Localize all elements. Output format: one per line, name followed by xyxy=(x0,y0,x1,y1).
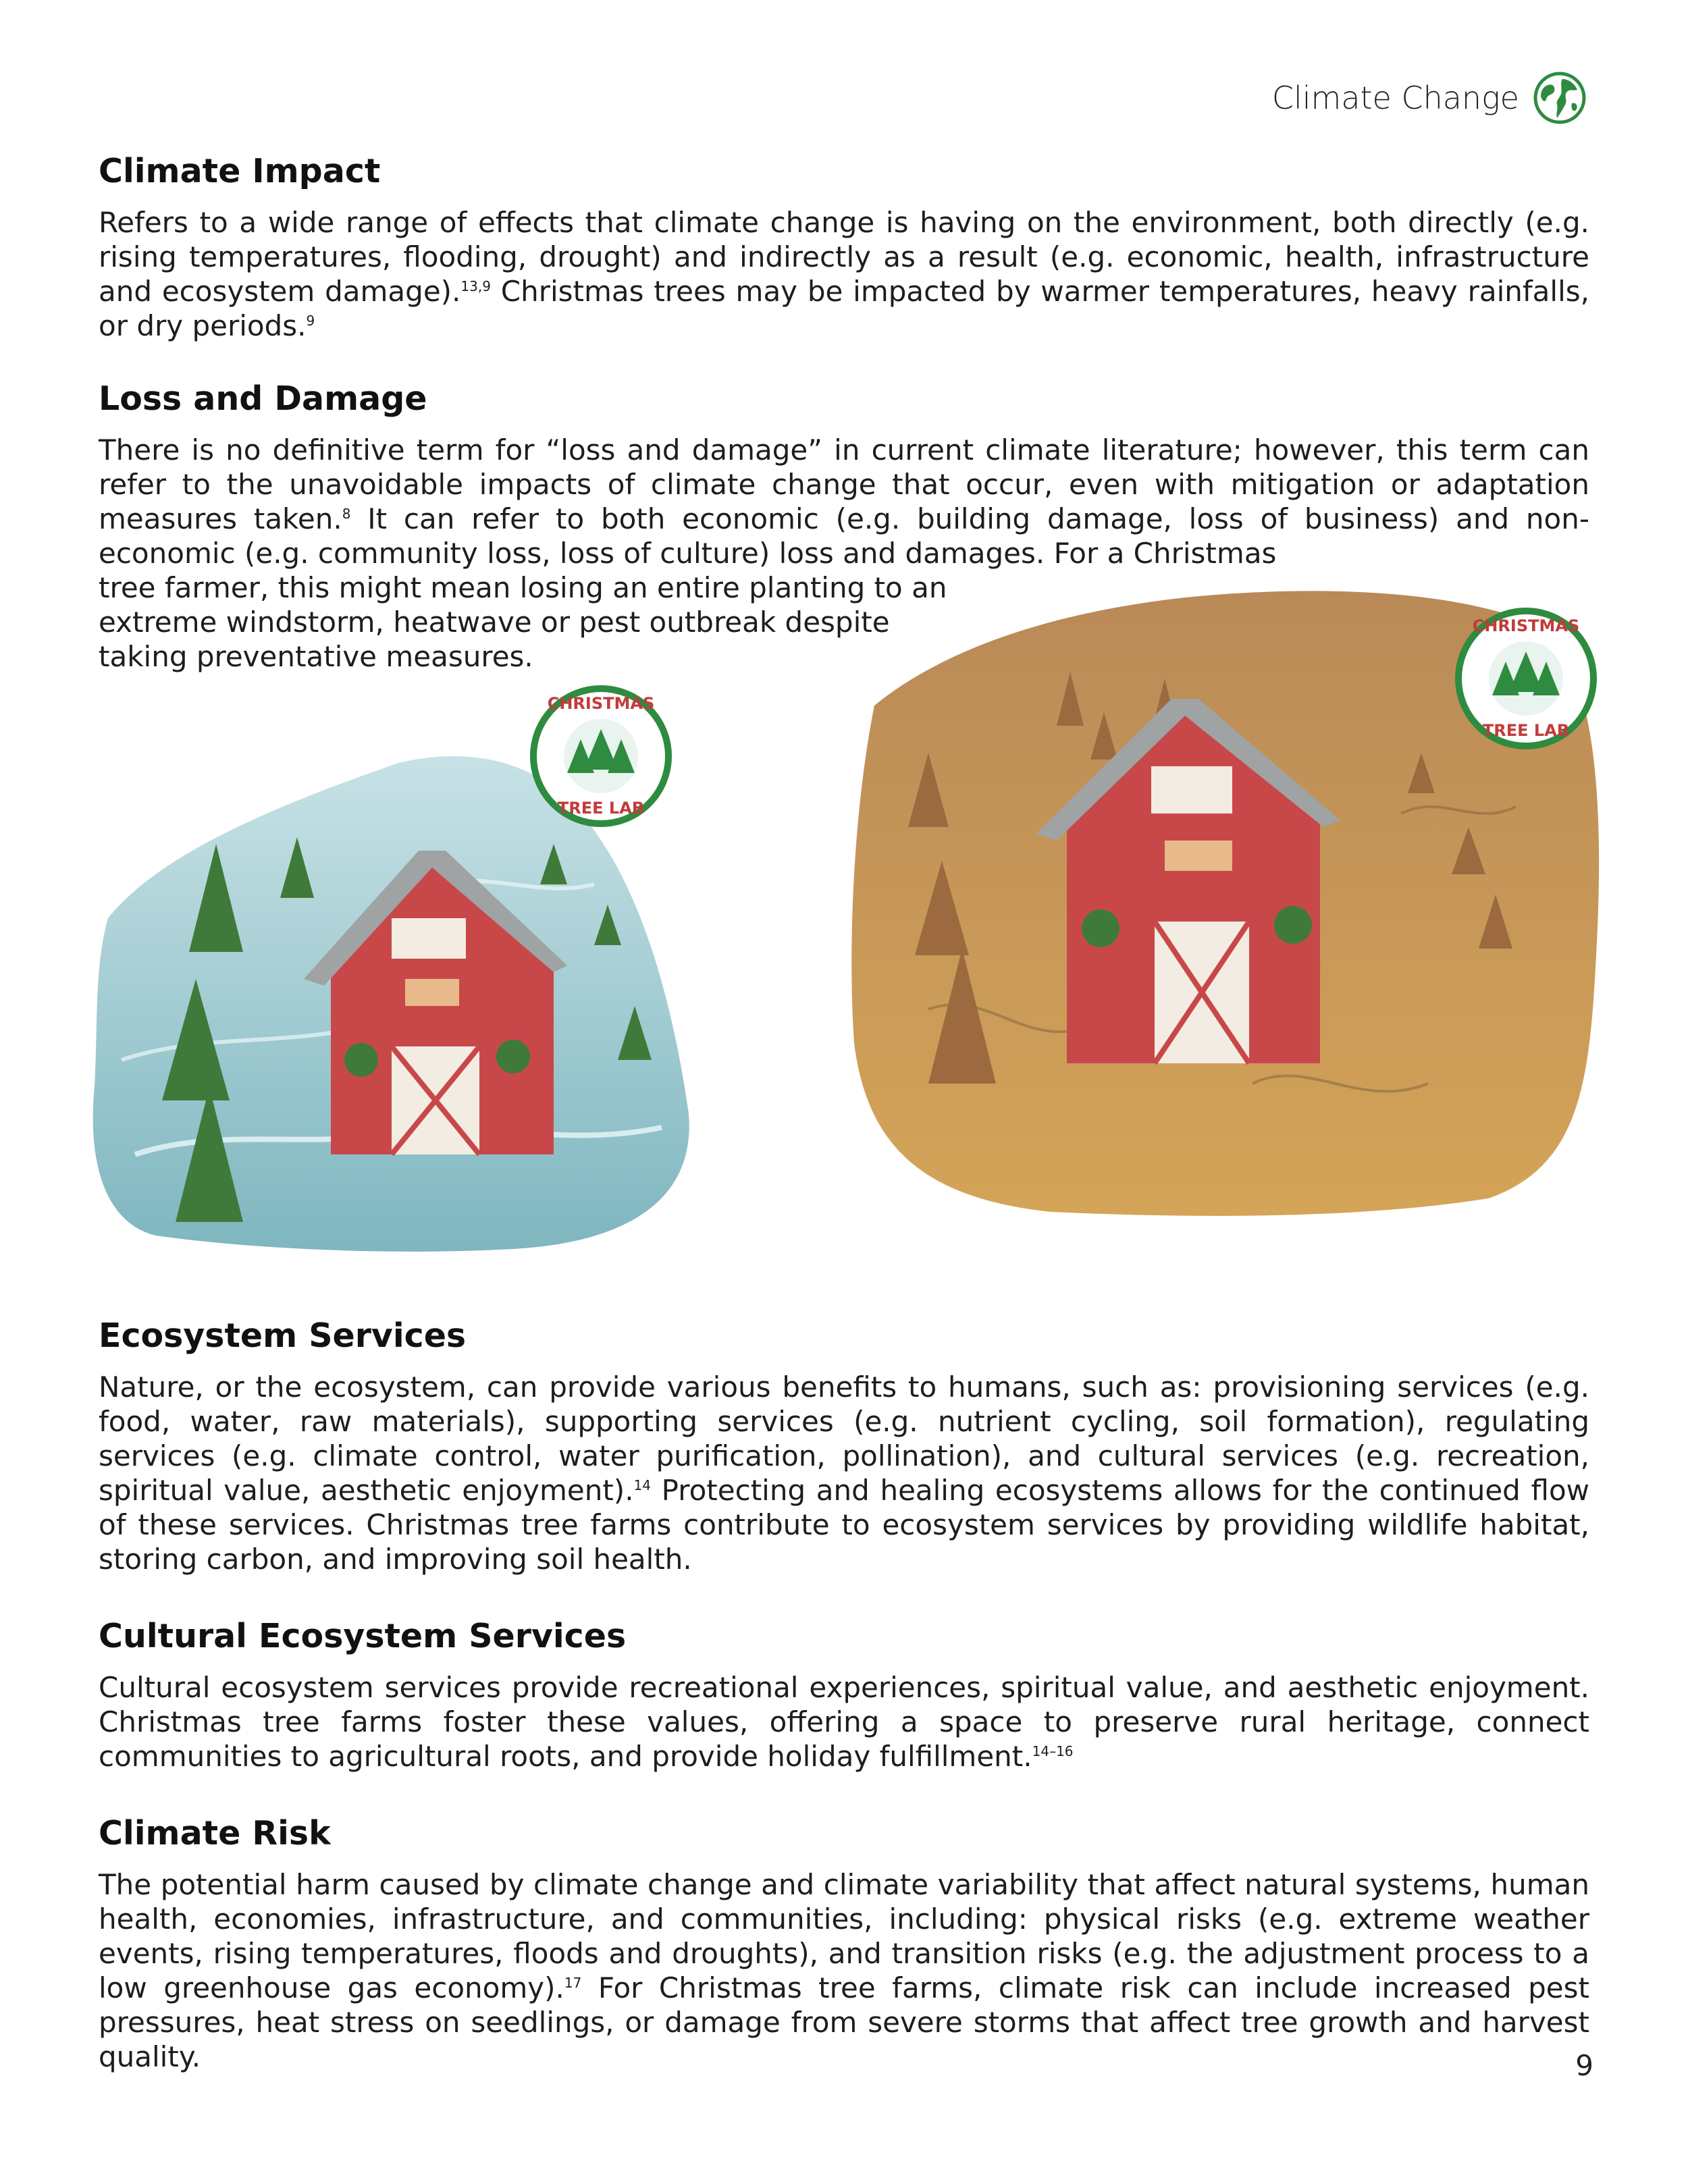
cultural-ecosystem-services-text-1: Cultural ecosystem services provide recreational experiences, spiritual value, and aesthetic enjoyment. Christmas tree farms foster these values, offering a space to preserve rural heritage, connect communities to agricultural roots, and provide holiday fulfillment. xyxy=(99,1671,1589,1773)
christmas-tree-lab-badge-flood xyxy=(533,689,668,824)
badge-bottom-text-flood: TREE LAB xyxy=(557,799,645,818)
loss-damage-line-4: extreme windstorm, heatwave or pest outbreak despite xyxy=(99,606,890,639)
cultural-ecosystem-services-section xyxy=(99,1617,1589,1774)
ecosystem-services-paragraph xyxy=(99,1370,1589,1576)
christmas-tree-lab-badge-drought xyxy=(1458,611,1593,746)
ecosystem-services-section xyxy=(99,1316,1589,1576)
loss-damage-text-2: It can refer to both economic (e.g. building damage, loss of business) and non-economic (e.g. community loss, loss of culture) loss and damages. For a Christmas xyxy=(99,502,1590,570)
ecosystem-services-ref-1: 14 xyxy=(633,1477,652,1493)
climate-impact-text-1: Refers to a wide range of effects that climate change is having on the environment, both directly (e.g. rising temperatures, flooding, drought) and indirectly as a result (e.g. economic, health, infrastructure and ecosystem damage). xyxy=(99,206,1589,308)
badge-top-text-flood: CHRISTMAS xyxy=(547,694,655,713)
climate-impact-ref-2: 9 xyxy=(306,313,315,329)
ecosystem-services-heading: Ecosystem Services xyxy=(99,1316,467,1355)
climate-impact-ref-1: 13,9 xyxy=(460,278,491,294)
climate-impact-paragraph xyxy=(99,205,1589,343)
climate-risk-text-1: The potential harm caused by climate change and climate variability that affect natural systems, human health, economies, infrastructure, and communities, including: physical risks (e.g. extreme weather events, rising temperatures, floods and droughts), and transition risks (e.g. the adjustment process to a low greenhouse gas economy). xyxy=(99,1868,1589,2004)
page-header xyxy=(1272,71,1587,125)
climate-risk-heading: Climate Risk xyxy=(99,1814,331,1853)
cultural-ecosystem-services-ref-1: 14–16 xyxy=(1032,1743,1074,1759)
loss-damage-text-1: There is no definitive term for “loss and damage” in current climate literature; however, this term can refer to the unavoidable impacts of climate change that occur, even with mitigation or adaptation measures taken. xyxy=(99,433,1589,535)
climate-risk-section xyxy=(99,1814,1589,2074)
climate-risk-paragraph xyxy=(99,1867,1589,2074)
climate-impact-heading: Climate Impact xyxy=(99,152,381,190)
badge-top-text-drought: CHRISTMAS xyxy=(1472,616,1580,635)
flooded-barn-illustration xyxy=(81,682,851,1256)
climate-impact-section xyxy=(99,152,1589,343)
ecosystem-services-text-2: Protecting and healing ecosystems allows for the continued flow of these services. Christmas tree farms contribute to ecosystem services by providing wildlife habitat, storing carbon, and improving soil health. xyxy=(99,1474,1590,1576)
loss-damage-line-3: tree farmer, this might mean losing an entire planting to an xyxy=(99,571,947,604)
ecosystem-services-text-1: Nature, or the ecosystem, can provide various benefits to humans, such as: provisioning services (e.g. food, water, raw materials), supporting services (e.g. nutrient cycling, soil formation), regulating services (e.g. climate control, water purification, pollination), and cultural services (e.g. recreation, spiritual value, aesthetic enjoyment). xyxy=(99,1370,1589,1507)
page-number: 9 xyxy=(1575,2049,1593,2082)
drought-barn-illustration xyxy=(847,570,1620,1229)
climate-risk-ref-1: 17 xyxy=(564,1975,582,1991)
cultural-ecosystem-services-heading: Cultural Ecosystem Services xyxy=(99,1617,627,1655)
cultural-ecosystem-services-paragraph xyxy=(99,1670,1589,1774)
header-title: Climate Change xyxy=(1271,80,1519,116)
climate-risk-text-2: For Christmas tree farms, climate risk can include increased pest pressures, heat stress on seedlings, or damage from severe storms that affect tree growth and harvest quality. xyxy=(99,1971,1589,2073)
globe-icon xyxy=(1533,71,1587,125)
loss-damage-line-5: taking preventative measures. xyxy=(99,640,533,673)
badge-bottom-text-drought: TREE LAB xyxy=(1482,721,1570,740)
loss-damage-heading: Loss and Damage xyxy=(99,379,427,418)
climate-impact-text-2: Christmas trees may be impacted by warmer temperatures, heavy rainfalls, or dry periods. xyxy=(99,275,1589,342)
loss-damage-ref-1: 8 xyxy=(342,506,351,522)
